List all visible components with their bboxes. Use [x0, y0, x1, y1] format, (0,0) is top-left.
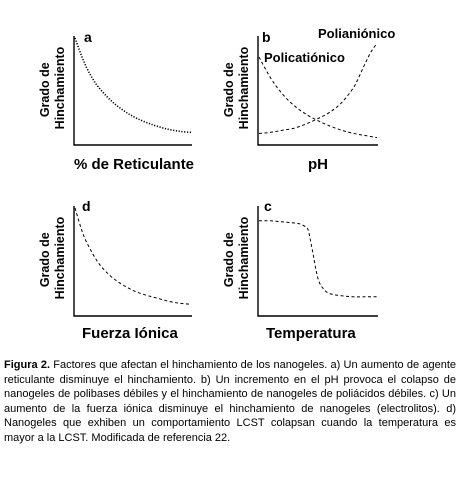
panel-b-policationico-curve — [259, 57, 377, 138]
panel-b-y-axis-title-line-1: Grado de — [222, 62, 236, 118]
panel-b-policationico-label: Policatiónico — [264, 50, 345, 65]
caption-text: Factores que afectan el hinchamiento de los nanogeles. a) Un aumento de agente reticulante disminuye el hinchamiento. b) Un incremento en el pH provoca el colapso de nanogeles de polibases débiles y el hinchamiento de nanogeles de poliácidos débiles. c) Un aumento de la fuerza iónica disminuye el hinchamiento de nanogeles (electrolitos). d) Nanogeles que exhiben un comportamiento LCST colapsan cuando la temperatura es mayor a la LCST. Modificada de referencia 22. — [4, 359, 456, 444]
panel-a-axes — [74, 36, 192, 145]
panel-c — [222, 198, 378, 342]
panel-c-axes — [258, 206, 378, 316]
panel-d-y-axis-title-line-1: Grado de — [38, 232, 52, 288]
panel-c-y-axis-title-line-1: Grado de — [222, 232, 236, 288]
panel-a-y-axis-title-line-2: Hinchamiento — [53, 46, 67, 130]
panel-d-curve — [75, 208, 191, 304]
panel-a-y-axis-title — [38, 46, 67, 129]
panel-d-letter: d — [82, 198, 91, 214]
panel-d-y-axis-title — [38, 216, 67, 299]
panel-a-letter: a — [84, 29, 92, 45]
panel-c-curve — [259, 221, 377, 297]
panel-c-x-axis-title: Temperatura — [266, 325, 356, 342]
panel-d-y-axis-title-line-2: Hinchamiento — [53, 216, 67, 300]
panel-a-x-axis-title: % de Reticulante — [74, 156, 195, 173]
panel-b-x-axis-title: pH — [308, 156, 328, 173]
panel-c-y-axis-title-line-2: Hinchamiento — [237, 216, 251, 300]
panel-b-polianionico-label: Polianiónico — [318, 26, 396, 41]
caption-label: Figura 2. — [4, 359, 51, 371]
panel-c-letter: c — [264, 198, 272, 214]
panel-b — [222, 26, 395, 173]
panel-d-axes — [74, 206, 192, 316]
panel-d-x-axis-title: Fuerza Iónica — [82, 325, 178, 342]
panel-a-curve — [75, 38, 191, 132]
panel-b-y-axis-title-line-2: Hinchamiento — [237, 46, 251, 130]
panel-d — [38, 198, 192, 342]
figure-caption — [4, 358, 456, 446]
panel-a — [38, 29, 194, 173]
panel-b-letter: b — [262, 29, 271, 45]
panel-a-y-axis-title-line-1: Grado de — [38, 62, 52, 118]
panel-b-y-axis-title — [222, 46, 251, 129]
panel-c-y-axis-title — [222, 216, 251, 299]
